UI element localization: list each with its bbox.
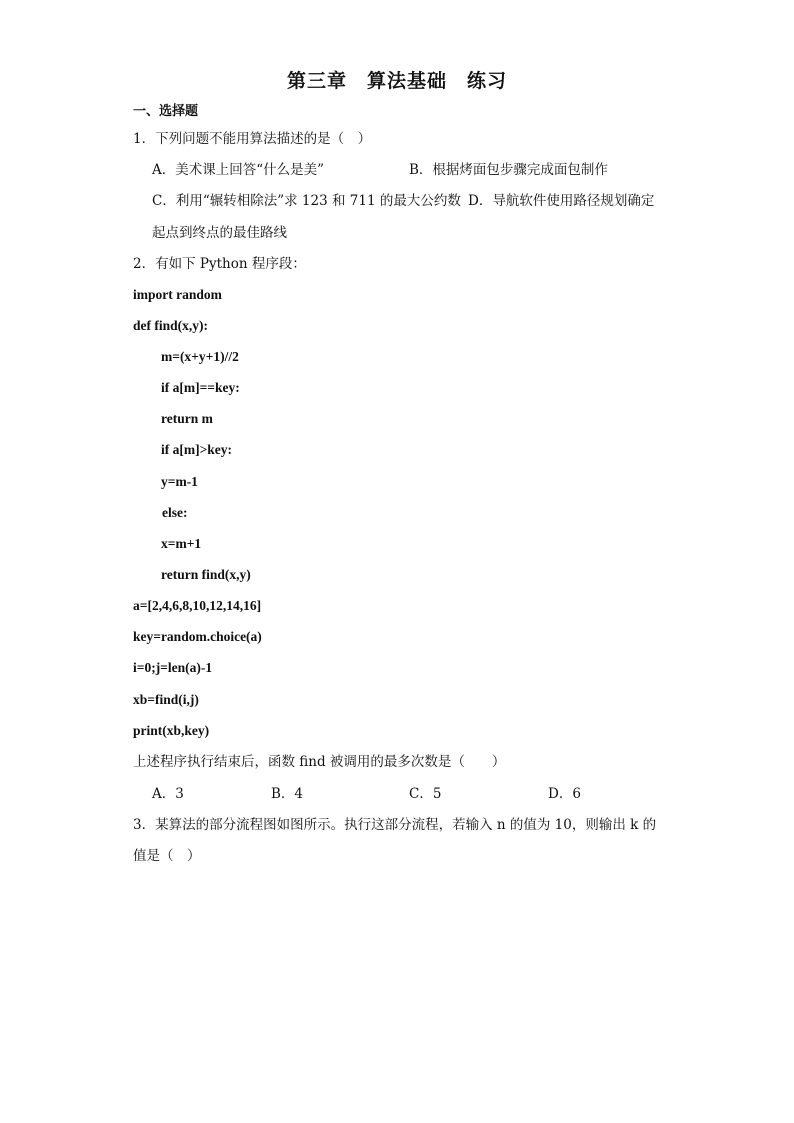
q1-option-d-continued: 起点到终点的最佳路线 [152,225,287,241]
q2-option-b: B．4 [271,786,304,802]
section-heading: 一、选择题 [133,104,199,119]
code-line: key=random.choice(a) [133,629,262,644]
code-line: return m [161,411,213,426]
code-line: a=[2,4,6,8,10,12,14,16] [133,598,262,613]
code-line: i=0;j=len(a)-1 [133,660,213,675]
q2-option-c: C．5 [409,786,442,802]
q2-question: 上述程序执行结束后，函数 find 被调用的最多次数是（ ） [133,754,506,770]
q3-stem: 3．某算法的部分流程图如图所示。执行这部分流程，若输入 n 的值为 10，则输出 k 的 [133,817,657,833]
code-line: if a[m]==key: [161,380,240,395]
q3-stem-continued: 值是（ ） [133,848,201,864]
q1-option-d: D．导航软件使用路径规划确定 [468,193,655,209]
q1-option-a: A．美术课上回答“什么是美” [152,162,325,178]
code-line: print(xb,key) [133,723,210,738]
q2-option-a: A．3 [152,786,184,802]
code-line: if a[m]>key: [161,442,233,457]
code-line: y=m-1 [161,474,198,489]
q1-option-c: C．利用“辗转相除法”求 123 和 711 的最大公约数 [152,193,461,209]
code-line: def find(x,y): [133,318,208,333]
page-title: 第三章 算法基础 练习 [286,70,507,92]
code-line: xb=find(i,j) [133,692,199,707]
code-line: else: [162,505,188,520]
q1-stem: 1．下列问题不能用算法描述的是（ ） [133,131,372,147]
code-line: return find(x,y) [161,567,251,582]
code-line: import random [133,287,222,302]
q1-option-b: B．根据烤面包步骤完成面包制作 [409,162,608,178]
q2-stem: 2．有如下 Python 程序段： [133,256,306,272]
code-line: m=(x+y+1)//2 [161,349,239,364]
q2-option-d: D．6 [548,786,581,802]
code-line: x=m+1 [161,536,202,551]
